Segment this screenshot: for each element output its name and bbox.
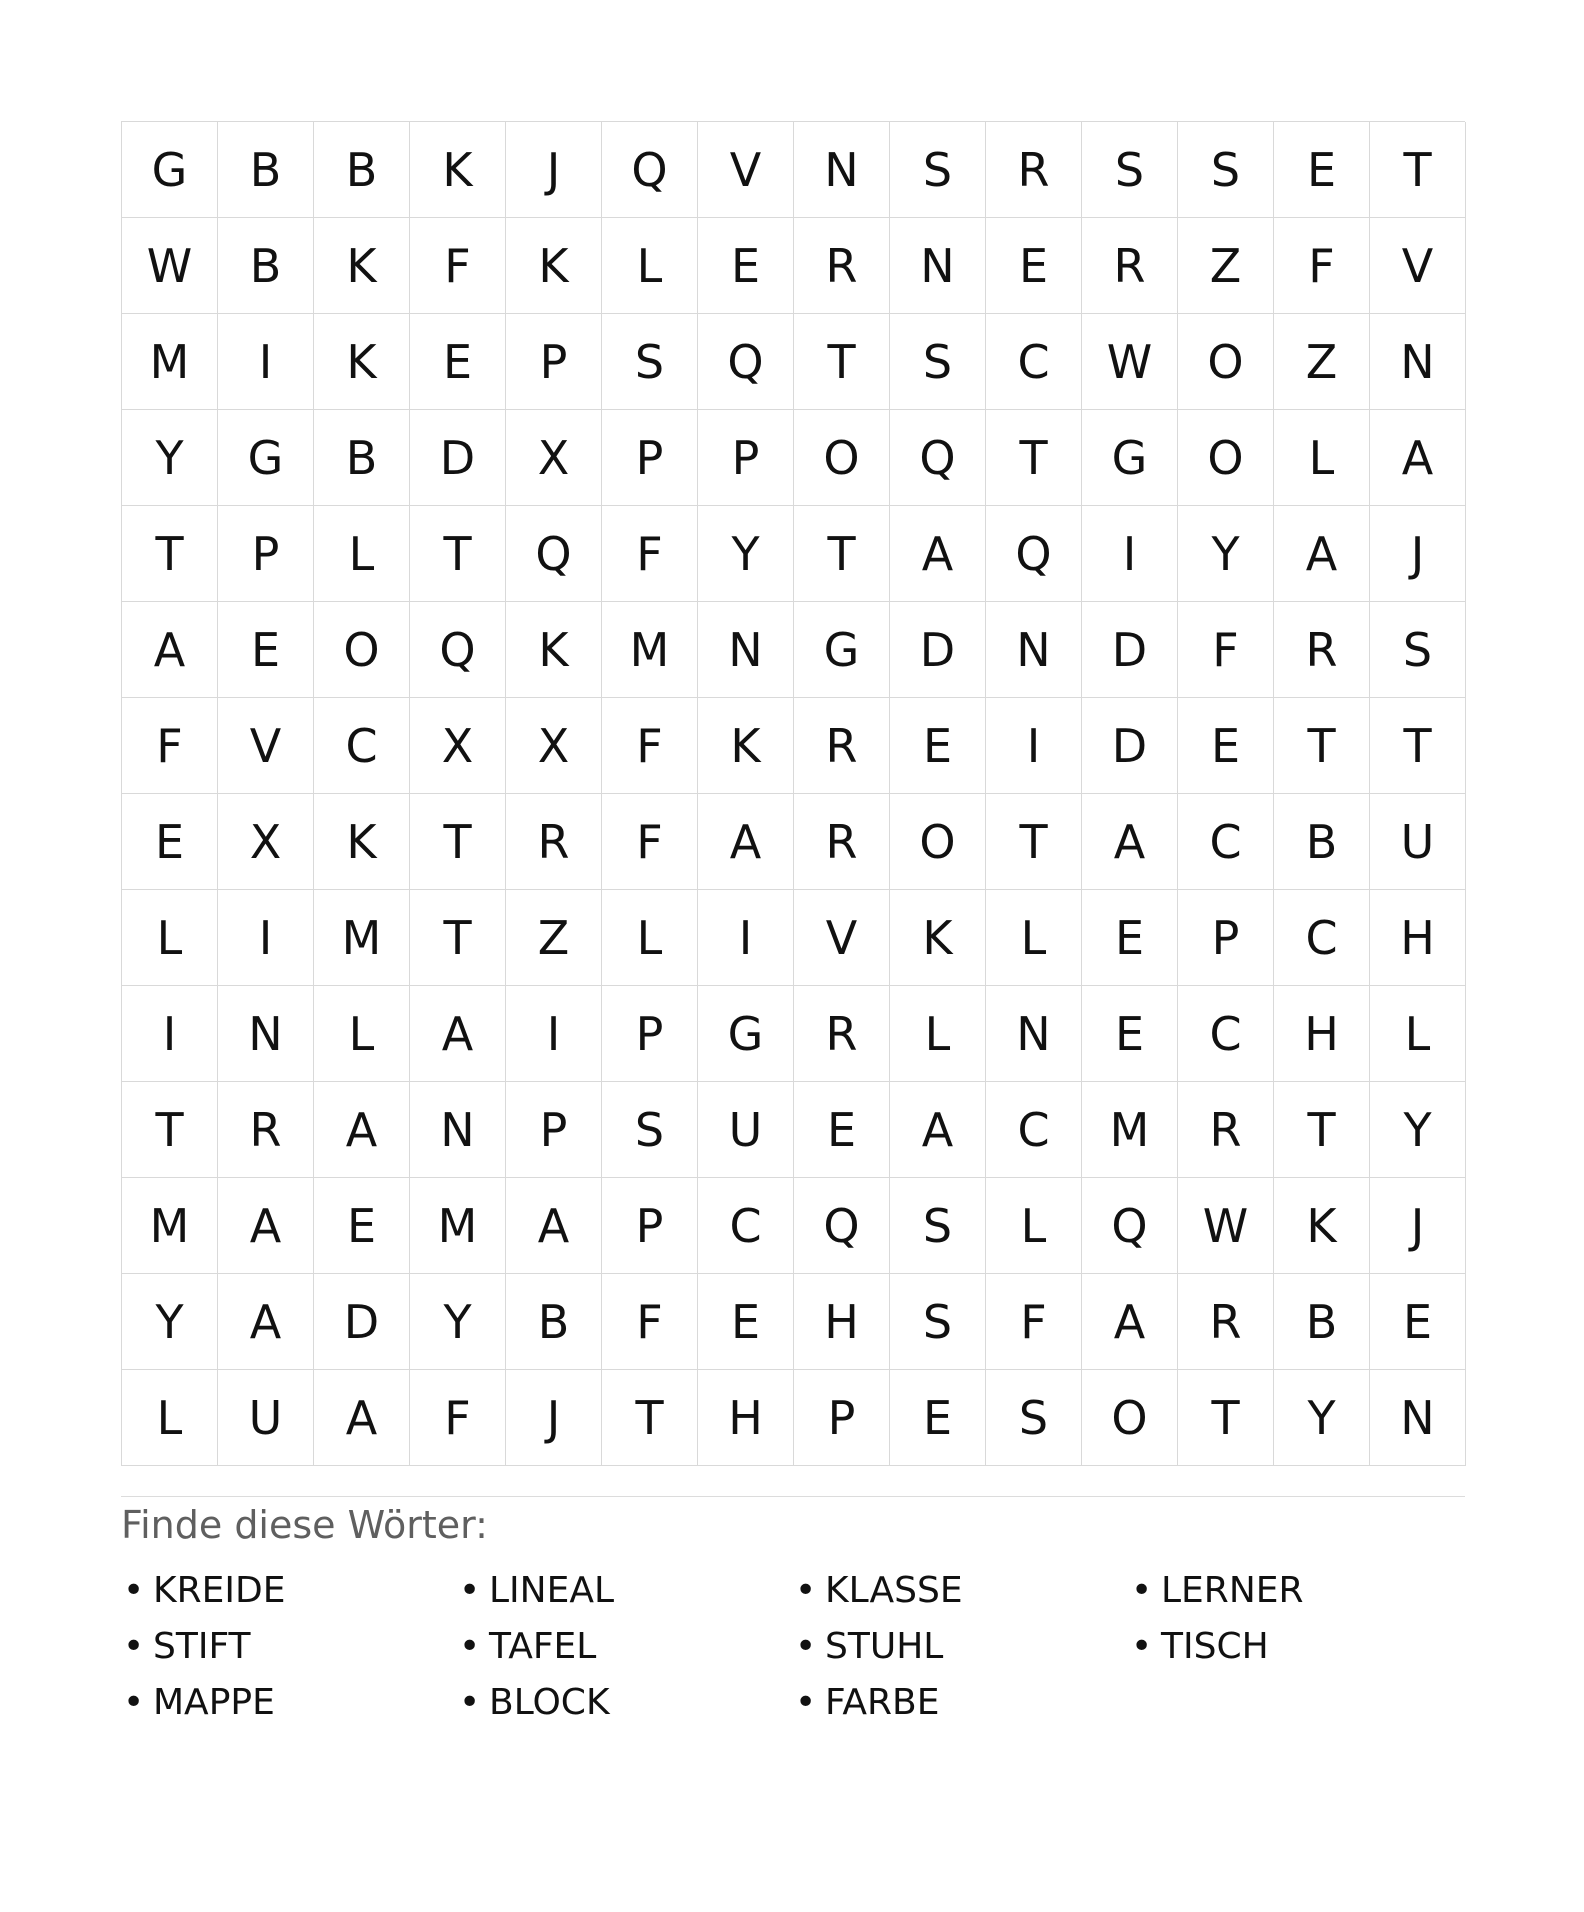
bullet-icon: • — [459, 1569, 481, 1611]
grid-cell[interactable]: X — [506, 698, 602, 794]
grid-cell[interactable]: N — [794, 122, 890, 218]
grid-cell[interactable]: E — [410, 314, 506, 410]
grid-cell[interactable]: X — [218, 794, 314, 890]
grid-cell[interactable]: L — [986, 890, 1082, 986]
grid-cell[interactable]: O — [1178, 314, 1274, 410]
grid-cell[interactable]: S — [890, 1274, 986, 1370]
grid-cell[interactable]: C — [986, 314, 1082, 410]
grid-cell[interactable]: U — [698, 1082, 794, 1178]
word-label: LINEAL — [489, 1569, 615, 1611]
grid-cell[interactable]: A — [314, 1082, 410, 1178]
grid-cell[interactable]: A — [698, 794, 794, 890]
grid-cell[interactable]: B — [1274, 1274, 1370, 1370]
grid-cell[interactable]: R — [506, 794, 602, 890]
grid-cell[interactable]: A — [218, 1178, 314, 1274]
grid-cell[interactable]: M — [602, 602, 698, 698]
bullet-icon: • — [123, 1681, 145, 1723]
grid-cell[interactable]: J — [506, 1370, 602, 1466]
grid-cell[interactable]: Q — [794, 1178, 890, 1274]
grid-cell[interactable]: C — [1178, 986, 1274, 1082]
grid-cell[interactable]: M — [314, 890, 410, 986]
grid-cell[interactable]: D — [314, 1274, 410, 1370]
grid-cell[interactable]: C — [314, 698, 410, 794]
word-label: STUHL — [825, 1625, 944, 1667]
grid-cell[interactable]: X — [410, 698, 506, 794]
grid-cell[interactable]: W — [1082, 314, 1178, 410]
grid-cell[interactable]: H — [698, 1370, 794, 1466]
grid-cell[interactable]: J — [1370, 506, 1466, 602]
grid-cell[interactable]: R — [1082, 218, 1178, 314]
grid-cell[interactable]: A — [218, 1274, 314, 1370]
word-list-item — [457, 1563, 793, 1619]
grid-cell[interactable]: G — [218, 410, 314, 506]
grid-cell[interactable]: E — [698, 1274, 794, 1370]
grid-cell[interactable]: Q — [986, 506, 1082, 602]
word-label: KREIDE — [153, 1569, 286, 1611]
grid-cell[interactable]: S — [1178, 122, 1274, 218]
word-label: LERNER — [1161, 1569, 1304, 1611]
bullet-icon: • — [459, 1681, 481, 1723]
grid-cell[interactable]: I — [218, 314, 314, 410]
grid-cell[interactable]: M — [1082, 1082, 1178, 1178]
grid-cell[interactable]: R — [986, 122, 1082, 218]
grid-cell[interactable]: A — [1370, 410, 1466, 506]
grid-cell[interactable]: N — [986, 602, 1082, 698]
grid-cell[interactable]: A — [1082, 794, 1178, 890]
grid-cell[interactable]: D — [410, 410, 506, 506]
grid-cell[interactable]: N — [1370, 314, 1466, 410]
grid-cell[interactable]: J — [506, 122, 602, 218]
grid-cell[interactable]: R — [794, 218, 890, 314]
grid-cell[interactable]: P — [506, 314, 602, 410]
grid-cell[interactable]: L — [986, 1178, 1082, 1274]
grid-cell[interactable]: T — [122, 1082, 218, 1178]
grid-cell[interactable]: U — [218, 1370, 314, 1466]
word-list-item — [121, 1563, 457, 1619]
grid-cell[interactable]: P — [698, 410, 794, 506]
grid-cell[interactable]: V — [218, 698, 314, 794]
grid-cell[interactable]: I — [218, 890, 314, 986]
word-label: FARBE — [825, 1681, 940, 1723]
grid-cell[interactable]: T — [122, 506, 218, 602]
word-list-item — [1129, 1563, 1465, 1619]
grid-cell[interactable]: E — [890, 1370, 986, 1466]
grid-cell[interactable]: T — [1274, 1082, 1370, 1178]
grid-cell[interactable]: K — [1274, 1178, 1370, 1274]
bullet-icon: • — [1131, 1625, 1153, 1667]
bullet-icon: • — [459, 1625, 481, 1667]
grid-cell[interactable]: F — [602, 698, 698, 794]
grid-cell[interactable]: R — [1178, 1082, 1274, 1178]
grid-cell[interactable]: D — [1082, 698, 1178, 794]
grid-cell[interactable]: L — [122, 1370, 218, 1466]
grid-cell[interactable]: L — [602, 218, 698, 314]
grid-cell[interactable]: N — [890, 218, 986, 314]
grid-cell[interactable]: F — [986, 1274, 1082, 1370]
grid-cell[interactable]: O — [794, 410, 890, 506]
grid-cell[interactable]: E — [314, 1178, 410, 1274]
word-list-item — [1129, 1619, 1465, 1675]
word-label: MAPPE — [153, 1681, 275, 1723]
grid-cell[interactable]: R — [794, 794, 890, 890]
grid-cell[interactable]: G — [122, 122, 218, 218]
grid-cell[interactable]: D — [1082, 602, 1178, 698]
grid-cell[interactable]: D — [890, 602, 986, 698]
word-list-item — [793, 1563, 1129, 1619]
grid-cell[interactable]: P — [506, 1082, 602, 1178]
grid-cell[interactable]: K — [506, 602, 602, 698]
grid-cell[interactable]: A — [890, 506, 986, 602]
grid-cell[interactable]: L — [602, 890, 698, 986]
grid-cell[interactable]: N — [218, 986, 314, 1082]
grid-cell[interactable]: P — [1178, 890, 1274, 986]
grid-cell[interactable]: P — [602, 410, 698, 506]
grid-cell[interactable]: Q — [410, 602, 506, 698]
word-label: BLOCK — [489, 1681, 610, 1723]
grid-cell[interactable]: T — [1178, 1370, 1274, 1466]
grid-cell[interactable]: S — [602, 314, 698, 410]
grid-cell[interactable]: T — [410, 890, 506, 986]
grid-cell[interactable]: E — [1274, 122, 1370, 218]
grid-cell[interactable]: E — [890, 698, 986, 794]
grid-cell[interactable]: B — [314, 410, 410, 506]
grid-cell[interactable]: T — [986, 794, 1082, 890]
bullet-icon: • — [795, 1681, 817, 1723]
grid-cell[interactable]: F — [122, 698, 218, 794]
grid-cell[interactable]: S — [890, 314, 986, 410]
grid-cell[interactable]: T — [602, 1370, 698, 1466]
grid-cell[interactable]: W — [1178, 1178, 1274, 1274]
word-list — [121, 1563, 1463, 1731]
bullet-icon: • — [795, 1569, 817, 1611]
grid-cell[interactable]: I — [698, 890, 794, 986]
grid-cell[interactable]: T — [1274, 698, 1370, 794]
grid-cell[interactable]: A — [506, 1178, 602, 1274]
grid-cell[interactable]: Z — [1178, 218, 1274, 314]
grid-cell[interactable]: H — [1370, 890, 1466, 986]
word-search-puzzle — [121, 121, 1463, 1731]
grid-cell[interactable]: Y — [122, 1274, 218, 1370]
grid-cell[interactable]: R — [1178, 1274, 1274, 1370]
grid-cell[interactable]: Y — [1178, 506, 1274, 602]
grid-cell[interactable]: K — [698, 698, 794, 794]
grid-cell[interactable]: B — [218, 218, 314, 314]
divider — [121, 1496, 1465, 1497]
grid-cell[interactable]: T — [1370, 698, 1466, 794]
grid-cell[interactable]: R — [794, 698, 890, 794]
grid-cell[interactable]: Z — [1274, 314, 1370, 410]
grid-cell[interactable]: W — [122, 218, 218, 314]
grid-cell[interactable]: G — [698, 986, 794, 1082]
grid-cell[interactable]: C — [986, 1082, 1082, 1178]
grid-cell[interactable]: Q — [1082, 1178, 1178, 1274]
grid-cell[interactable]: B — [314, 122, 410, 218]
word-list-item — [457, 1619, 793, 1675]
grid-cell[interactable]: L — [1370, 986, 1466, 1082]
grid-cell[interactable]: F — [410, 1370, 506, 1466]
grid-cell[interactable]: E — [1082, 890, 1178, 986]
grid-cell[interactable]: Q — [602, 122, 698, 218]
grid-cell[interactable]: E — [1370, 1274, 1466, 1370]
grid-cell[interactable]: E — [218, 602, 314, 698]
grid-cell[interactable]: E — [698, 218, 794, 314]
grid-cell[interactable]: T — [794, 314, 890, 410]
word-list-title: Finde diese Wörter: — [121, 1503, 488, 1547]
grid-cell[interactable]: M — [122, 1178, 218, 1274]
grid-cell[interactable]: G — [1082, 410, 1178, 506]
grid-cell[interactable]: A — [890, 1082, 986, 1178]
grid-cell[interactable]: X — [506, 410, 602, 506]
grid-cell[interactable]: E — [1178, 698, 1274, 794]
word-label: TISCH — [1161, 1625, 1269, 1667]
grid-cell[interactable]: N — [410, 1082, 506, 1178]
grid-cell[interactable]: U — [1370, 794, 1466, 890]
grid-cell[interactable]: L — [1274, 410, 1370, 506]
bullet-icon: • — [123, 1625, 145, 1667]
grid-cell[interactable]: S — [1082, 122, 1178, 218]
grid-cell[interactable]: I — [506, 986, 602, 1082]
grid-cell[interactable]: L — [314, 986, 410, 1082]
grid-cell[interactable]: F — [602, 794, 698, 890]
grid-cell[interactable]: K — [314, 218, 410, 314]
grid-cell[interactable]: S — [890, 1178, 986, 1274]
grid-cell[interactable]: K — [410, 122, 506, 218]
letter-grid — [121, 121, 1465, 1466]
grid-cell[interactable]: E — [794, 1082, 890, 1178]
grid-cell[interactable]: S — [1370, 602, 1466, 698]
grid-cell[interactable]: F — [410, 218, 506, 314]
grid-cell[interactable]: Q — [890, 410, 986, 506]
grid-cell[interactable]: T — [410, 794, 506, 890]
grid-cell[interactable]: N — [698, 602, 794, 698]
word-list-item — [793, 1619, 1129, 1675]
grid-cell[interactable]: K — [314, 314, 410, 410]
grid-cell[interactable]: Y — [1274, 1370, 1370, 1466]
grid-cell[interactable]: B — [506, 1274, 602, 1370]
grid-cell[interactable]: O — [314, 602, 410, 698]
grid-cell[interactable]: T — [986, 410, 1082, 506]
grid-cell[interactable]: I — [122, 986, 218, 1082]
grid-cell[interactable]: I — [986, 698, 1082, 794]
word-list-item — [793, 1675, 1129, 1731]
grid-cell[interactable]: E — [986, 218, 1082, 314]
word-list-item — [457, 1675, 793, 1731]
grid-cell[interactable]: S — [890, 122, 986, 218]
word-label: KLASSE — [825, 1569, 963, 1611]
grid-cell[interactable]: H — [1274, 986, 1370, 1082]
grid-cell[interactable]: T — [410, 506, 506, 602]
bullet-icon: • — [123, 1569, 145, 1611]
grid-cell[interactable]: B — [218, 122, 314, 218]
grid-cell[interactable]: A — [1274, 506, 1370, 602]
grid-cell[interactable]: Y — [122, 410, 218, 506]
word-list-item — [121, 1675, 457, 1731]
grid-cell[interactable]: F — [1178, 602, 1274, 698]
grid-cell[interactable]: C — [698, 1178, 794, 1274]
grid-cell[interactable]: O — [890, 794, 986, 890]
grid-cell[interactable]: Y — [410, 1274, 506, 1370]
grid-cell[interactable]: S — [986, 1370, 1082, 1466]
grid-cell[interactable]: P — [794, 1370, 890, 1466]
grid-cell[interactable]: B — [1274, 794, 1370, 890]
grid-cell[interactable]: J — [1370, 1178, 1466, 1274]
grid-cell[interactable]: Z — [506, 890, 602, 986]
grid-cell[interactable]: F — [602, 1274, 698, 1370]
bullet-icon: • — [1131, 1569, 1153, 1611]
grid-cell[interactable]: A — [1082, 1274, 1178, 1370]
grid-cell[interactable]: R — [218, 1082, 314, 1178]
grid-cell[interactable]: E — [122, 794, 218, 890]
grid-cell[interactable]: V — [1370, 218, 1466, 314]
bullet-icon: • — [795, 1625, 817, 1667]
grid-cell[interactable]: V — [794, 890, 890, 986]
grid-cell[interactable]: S — [602, 1082, 698, 1178]
grid-cell[interactable]: A — [410, 986, 506, 1082]
word-label: STIFT — [153, 1625, 251, 1667]
word-list-item — [121, 1619, 457, 1675]
grid-cell[interactable]: L — [890, 986, 986, 1082]
grid-cell[interactable]: M — [410, 1178, 506, 1274]
grid-cell[interactable]: H — [794, 1274, 890, 1370]
grid-cell[interactable]: Y — [698, 506, 794, 602]
grid-cell[interactable]: N — [986, 986, 1082, 1082]
grid-cell[interactable]: C — [1178, 794, 1274, 890]
grid-cell[interactable]: G — [794, 602, 890, 698]
grid-cell[interactable]: Q — [506, 506, 602, 602]
grid-cell[interactable]: R — [1274, 602, 1370, 698]
grid-cell[interactable]: A — [122, 602, 218, 698]
grid-cell[interactable]: Q — [698, 314, 794, 410]
grid-cell[interactable]: K — [506, 218, 602, 314]
grid-cell[interactable]: P — [602, 1178, 698, 1274]
grid-cell[interactable]: T — [1370, 122, 1466, 218]
grid-cell[interactable]: P — [218, 506, 314, 602]
grid-cell[interactable]: F — [1274, 218, 1370, 314]
grid-cell[interactable]: E — [1082, 986, 1178, 1082]
grid-cell[interactable]: Y — [1370, 1082, 1466, 1178]
grid-cell[interactable]: T — [794, 506, 890, 602]
grid-cell[interactable]: O — [1082, 1370, 1178, 1466]
grid-cell[interactable]: A — [314, 1370, 410, 1466]
word-label: TAFEL — [489, 1625, 597, 1667]
grid-cell[interactable]: C — [1274, 890, 1370, 986]
grid-cell[interactable]: N — [1370, 1370, 1466, 1466]
grid-cell[interactable]: O — [1178, 410, 1274, 506]
grid-cell[interactable]: F — [602, 506, 698, 602]
grid-cell[interactable]: V — [698, 122, 794, 218]
grid-cell[interactable]: M — [122, 314, 218, 410]
grid-cell[interactable]: R — [794, 986, 890, 1082]
grid-cell[interactable]: L — [122, 890, 218, 986]
grid-cell[interactable]: K — [314, 794, 410, 890]
grid-cell[interactable]: L — [314, 506, 410, 602]
grid-cell[interactable]: P — [602, 986, 698, 1082]
grid-cell[interactable]: I — [1082, 506, 1178, 602]
grid-cell[interactable]: K — [890, 890, 986, 986]
